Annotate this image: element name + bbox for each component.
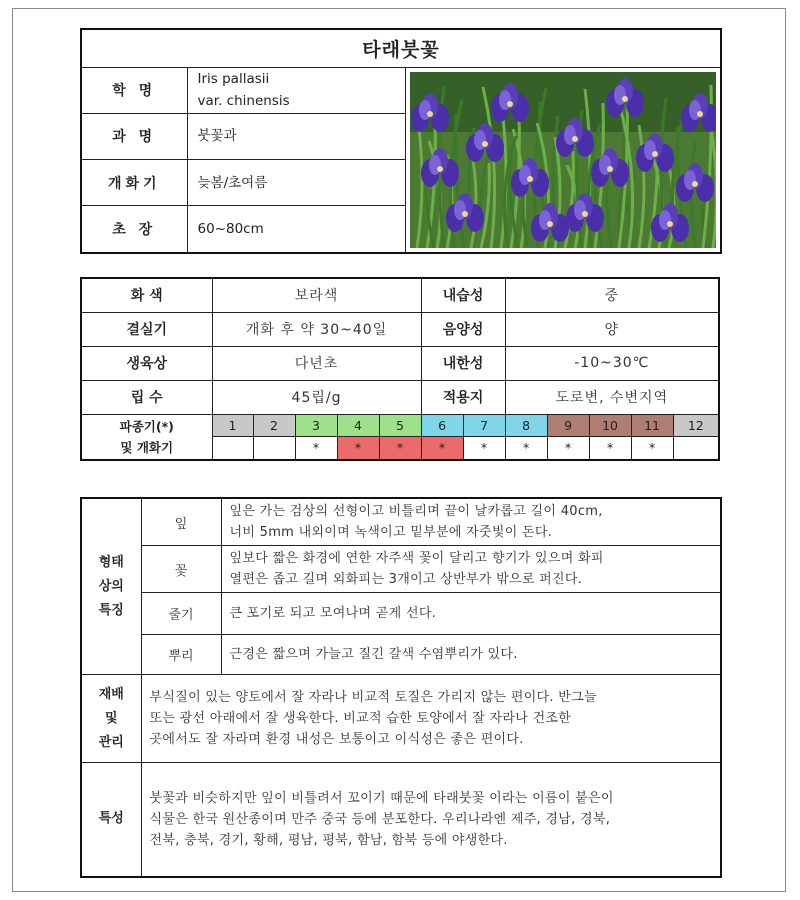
traits-line3: 전북, 충북, 경기, 황해, 평남, 평북, 함남, 함북 등에 야생한다. [149,832,508,848]
basic-info-table [80,28,722,254]
month-mark-12 [673,436,719,460]
bloom-label: 개화기 [81,159,187,206]
flower-color-value: 보라색 [212,278,421,312]
care-line1: 부식질이 있는 양토에서 잘 자라나 비교적 토질은 가리지 않는 편이다. 반그늘 [149,690,597,705]
month-4: 4 [337,414,379,436]
flower-photo [405,67,721,253]
month-8: 8 [505,414,547,436]
light-preference-value: 양 [505,312,719,346]
month-mark-11: * [631,436,673,460]
iris-photo-image [410,72,716,248]
month-5: 5 [379,414,421,436]
month-3: 3 [295,414,337,436]
fruiting-value: 개화 후 약 30~40일 [212,312,421,346]
month-11: 11 [631,414,673,436]
morph-flower-line1: 잎보다 짧은 화경에 연한 자주색 꽃이 달리고 향기가 있으며 화피 [229,551,604,566]
morph-flower-line2: 열편은 좁고 길며 외화피는 3개이고 상반부가 밖으로 퍼진다. [229,572,583,587]
care-text [141,675,721,763]
period-label-line2: 및 개화기 [120,439,174,455]
application-site-value: 도로변, 수변지역 [505,380,719,414]
month-mark-2 [253,436,295,460]
morph-label-line2: 상의 [98,578,124,594]
traits-line2: 식물은 한국 원산종이며 만주 중국 등에 분포한다. 우리나라엔 제주, 경남, 경북, [149,811,611,827]
month-mark-9: * [547,436,589,460]
morph-leaf-line2: 너비 5mm 내외이며 녹색이고 밑부분에 자줏빛이 돈다. [229,525,553,540]
height-label: 초 장 [81,206,187,253]
morph-label-line3: 특징 [98,602,124,618]
growth-form-label: 생육상 [81,346,212,380]
seed-count-label: 립 수 [81,380,212,414]
month-6: 6 [421,414,463,436]
spec-table [80,277,720,461]
morph-leaf-line1: 잎은 가는 검상의 선형이고 비틀리며 끝이 날카롭고 길이 40cm, [229,504,603,519]
care-label-line1: 재배 [98,686,124,702]
fruiting-label: 결실기 [81,312,212,346]
morph-flower-text [221,546,721,593]
period-label [81,414,212,460]
flower-color-label: 화 색 [81,278,212,312]
morph-stem-label: 줄기 [141,593,221,635]
growth-form-value: 다년초 [212,346,421,380]
month-9: 9 [547,414,589,436]
scientific-name-label: 학 명 [81,67,187,114]
period-label-line1: 파종기(*) [119,418,174,434]
cold-tolerance-value: -10~30℃ [505,346,719,380]
morph-leaf-text [221,498,721,546]
care-section-label [81,675,141,763]
height-value: 60~80cm [187,206,405,253]
month-mark-4: * [337,436,379,460]
care-line3: 곳에서도 잘 자라며 환경 내성은 보통이고 이식성은 좋은 편이다. [149,732,524,747]
morph-label-line1: 형태 [98,554,124,570]
family-value: 붓꽃과 [187,114,405,160]
morph-section-label [81,498,141,675]
month-mark-1 [212,436,253,460]
moisture-tolerance-label: 내습성 [421,278,505,312]
care-line2: 또는 광선 아래에서 잘 생육한다. 비교적 습한 토양에서 잘 자라나 건조한 [149,711,572,726]
month-mark-8: * [505,436,547,460]
care-label-line3: 관리 [98,734,124,750]
month-2: 2 [253,414,295,436]
description-table [80,497,722,878]
month-mark-5: * [379,436,421,460]
care-label-line2: 및 [104,710,118,726]
traits-text [141,763,721,877]
morph-root-text: 근경은 짧으며 가늘고 질긴 갈색 수염뿌리가 있다. [221,635,721,675]
month-mark-10: * [589,436,631,460]
scientific-name-line1: Iris pallasii [197,71,270,88]
morph-root-label: 뿌리 [141,635,221,675]
traits-section-label: 특성 [81,763,141,877]
cold-tolerance-label: 내한성 [421,346,505,380]
month-mark-6: * [421,436,463,460]
application-site-label: 적용지 [421,380,505,414]
month-10: 10 [589,414,631,436]
family-label: 과 명 [81,114,187,160]
morph-stem-text: 큰 포기로 되고 모여나며 곧게 선다. [221,593,721,635]
scientific-name-line2: var. chinensis [197,93,290,110]
morph-leaf-label: 잎 [141,498,221,546]
plant-title: 타래붓꽃 [81,29,721,67]
month-1: 1 [212,414,253,436]
month-mark-3: * [295,436,337,460]
month-mark-7: * [463,436,505,460]
month-7: 7 [463,414,505,436]
morph-flower-label: 꽃 [141,546,221,593]
seed-count-value: 45립/g [212,380,421,414]
bloom-value: 늦봄/초여름 [187,159,405,206]
traits-line1: 붓꽃과 비슷하지만 잎이 비틀려서 꼬이기 때문에 타래붓꽃 이라는 이름이 붙은이 [149,790,614,806]
moisture-tolerance-value: 중 [505,278,719,312]
scientific-name-value [187,67,405,114]
month-12: 12 [673,414,719,436]
light-preference-label: 음양성 [421,312,505,346]
